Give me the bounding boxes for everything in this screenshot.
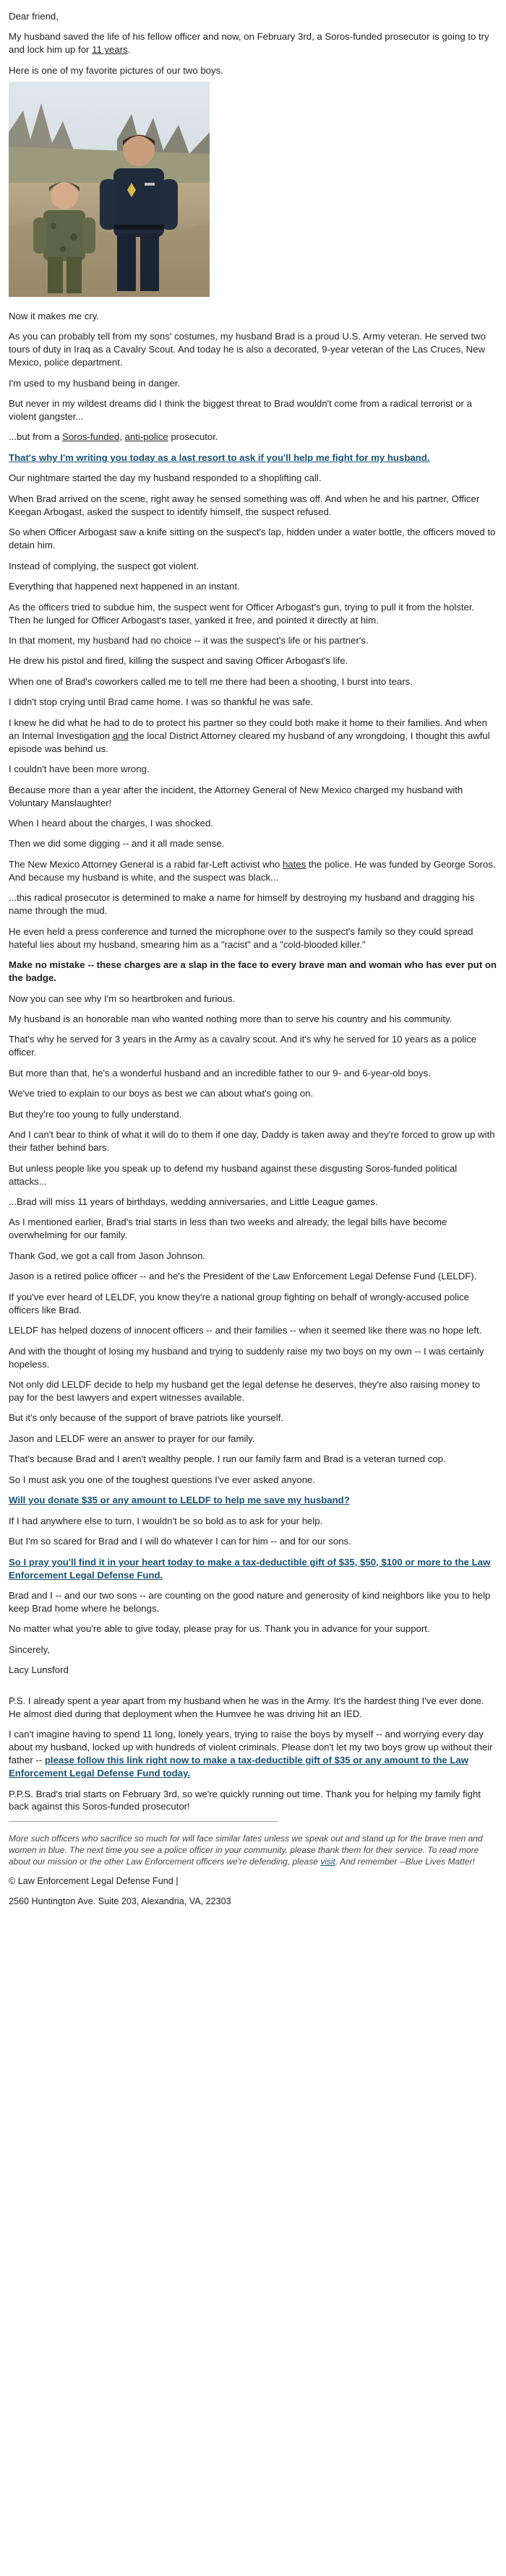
- paragraph-instant: Everything that happened next happened in an instant.: [9, 581, 240, 592]
- paragraph-soros: ...but from a Soros-funded, anti-police prosecutor.: [9, 431, 218, 443]
- paragraph-radical: ...this radical prosecutor is determined to make a name for himself by destroying my husband and dragging his name through the mud.: [9, 892, 475, 917]
- paragraph-crying: I didn't stop crying until Brad came home. I was so thankful he was safe.: [9, 696, 314, 708]
- paragraph-knew: I knew he did what he had to do to protect his partner so they could both make it home to their families. And when an Internal Investigation and the local District Attorney cleared my husband of any wrongdoing, I thought this awful episode was behind us.: [9, 717, 490, 754]
- paragraph-unless: But unless people like you speak up to defend my husband against these disgusting Soros-funded political attacks...: [9, 1162, 458, 1187]
- signature: Lacy Lunsford: [9, 1664, 69, 1676]
- paragraph-served: That's why he served for 3 years in the Army as a cavalry scout. And it's why he served for 10 years as a police officer.: [9, 1034, 477, 1058]
- paragraph-trial: As I mentioned earlier, Brad's trial starts in less than two weeks and already, the legal bills have become overwhelming for our family.: [9, 1216, 447, 1241]
- paragraph-miss: ...Brad will miss 11 years of birthdays, wedding anniversaries, and Little League games.: [9, 1196, 378, 1208]
- paragraph-toughest: So I must ask you one of the toughest questions I've ever asked anyone.: [9, 1474, 316, 1485]
- cta-ps-donate-link[interactable]: please follow this link right now to make a tax-deductible gift of $35 or any amount to the Law Enforcement Legal Defense Fund today.: [9, 1755, 469, 1779]
- paragraph-nightmare: Our nightmare started the day my husband responded to a shoplifting call.: [9, 472, 322, 484]
- paragraph-wealthy: That's because Brad and I aren't wealthy people. I run our family farm and Brad is a veteran turned cop.: [9, 1453, 446, 1465]
- paragraph-ag: The New Mexico Attorney General is a rabid far-Left activist who hates the police. He was funded by George Soros. And because my husband is white, and the suspect was black...: [9, 858, 496, 883]
- footer-address: 2560 Huntington Ave. Suite 203, Alexandria, VA, 22303: [9, 1896, 231, 1907]
- paragraph-costumes: As you can probably tell from my sons' costumes, my husband Brad is a proud U.S. Army veteran. He served two tours of duty in Iraq as a Cavalry Scout. And today he is also a decorated, 9-year veteran of the Las Cruces, New Mexico, police department.: [9, 331, 486, 368]
- cta-fight-link[interactable]: That's why I'm writing you today as a last resort to ask if you'll help me fight for my husband.: [9, 451, 430, 463]
- paragraph-father: But more than that, he's a wonderful husband and an incredible father to our 9- and 6-year-old boys.: [9, 1067, 431, 1079]
- paragraph-thank-god: Thank God, we got a call from Jason Johnson.: [9, 1250, 205, 1261]
- paragraph-arrived: When Brad arrived on the scene, right away he sensed something was off. And when he and his partner, Officer Keegan Arbogast, asked the suspect to identify himself, the suspect refused.: [9, 493, 480, 517]
- paragraph-anywhere: If I had anywhere else to turn, I wouldn't be so bold as to ask for your help.: [9, 1515, 323, 1526]
- anti-police-link[interactable]: anti-police: [124, 431, 168, 443]
- paragraph-wrong: I couldn't have been more wrong.: [9, 764, 150, 775]
- paragraph-drew: He drew his pistol and fired, killing the suspect and saving Officer Arbogast's life.: [9, 655, 348, 667]
- paragraph-cry: Now it makes me cry.: [9, 310, 100, 321]
- paragraph-moment: In that moment, my husband had no choice -- it was the suspect's life or his partner's.: [9, 634, 369, 646]
- paragraph-charged: Because more than a year after the incident, the Attorney General of New Mexico charged my husband with Voluntary Manslaughter!: [9, 784, 463, 808]
- footer-note: More such officers who sacrifice so much for will face similar fates unless we speak out and stand up for the brave men and women in blue. The next time you see a police officer in your community, please thank them for their service. To read more about our mission or the other Law Enforcement officers we're defending, please visit. And remember --Blue Lives Matter!: [9, 1833, 483, 1867]
- paragraph-slap: Make no mistake -- these charges are a slap in the face to every brave man and woman who has ever put on the badge.: [9, 959, 497, 984]
- footer-copyright: © Law Enforcement Legal Defense Fund |: [9, 1876, 179, 1887]
- paragraph-young: But they're too young to fully understand.: [9, 1108, 182, 1120]
- paragraph-used-to: I'm used to my husband being in danger.: [9, 377, 181, 389]
- paragraph-coworkers: When one of Brad's coworkers called me to tell me there had been a shooting, I burst into tears.: [9, 675, 413, 687]
- paragraph-digging: Then we did some digging -- and it all made sense.: [9, 838, 225, 850]
- paragraph-press: He even held a press conference and turned the microphone over to the suspect's family so they could spread hateful lies about my husband, smearing him as a "racist" and a "cold-blooded killer.": [9, 925, 473, 950]
- postscript-pps: P.P.S. Brad's trial starts on February 3rd, so we're quickly running out time. Thank you for helping my family fight back against this Soros-funded prosecutor!: [9, 1788, 481, 1812]
- footer-visit-link[interactable]: visit: [320, 1856, 335, 1867]
- paragraph-thought: And with the thought of losing my husband and trying to suddenly raise my two boys on my own -- I was certainly hopeless.: [9, 1345, 484, 1370]
- paragraph-never: But never in my wildest dreams did I think the biggest threat to Brad wouldn't come from a radical terrorist or a violent gangster...: [9, 398, 472, 423]
- paragraph-explain: We've tried to explain to our boys as best we can about what's going on.: [9, 1088, 314, 1099]
- paragraph-knife: So when Officer Arbogast saw a knife sitting on the suspect's lap, hidden under a water bottle, the officers moved to detain him.: [9, 527, 496, 551]
- paragraph-instead: Instead of complying, the suspect got violent.: [9, 560, 200, 571]
- signoff: Sincerely,: [9, 1643, 50, 1655]
- paragraph-shocked: When I heard about the charges, I was shocked.: [9, 818, 213, 829]
- boys-photo-image: [9, 82, 210, 297]
- paragraph-taser: As the officers tried to subdue him, the suspect went for Officer Arbogast's gun, trying to pull it from the holster. Then he lunged for Officer Arbogast's taser, yanked it free, and pointed it directly at him.: [9, 601, 475, 626]
- cta-donate-35-link[interactable]: Will you donate $35 or any amount to LELDF to help me save my husband?: [9, 1495, 350, 1506]
- footer-divider: [9, 1821, 278, 1822]
- paragraph-jason: Jason is a retired police officer -- and he's the President of the Law Enforcement Legal Defense Fund (LELDF).: [9, 1271, 477, 1282]
- paragraph-helped: LELDF has helped dozens of innocent officers -- and their families -- when it seemed like there was no hope left.: [9, 1325, 482, 1336]
- paragraph-counting: Brad and I -- and our two sons -- are counting on the good nature and generosity of kind neighbors like you to help keep Brad home where he belongs.: [9, 1590, 491, 1614]
- boys-photo: [9, 82, 210, 297]
- soros-funded-link[interactable]: Soros-funded: [62, 431, 120, 443]
- paragraph-heard: If you've ever heard of LELDF, you know they're a national group fighting on behalf of wrongly-accused police officers like Brad.: [9, 1291, 469, 1315]
- paragraph-pray: No matter what you're able to give today, please pray for us. Thank you in advance for your support.: [9, 1623, 430, 1635]
- postscript-2: I can't imagine having to spend 11 long, lonely years, trying to raise the boys by myself -- and worrying every day about my husband, locked up with hundreds of violent criminals. Please don't let my two boys grow up without their father -- please follow this link right now to make a tax-deductible gift of $35 or any amount to the Law Enforcement Legal Defense Fund today.: [9, 1729, 493, 1779]
- paragraph-patriots: But it's only because of the support of brave patriots like yourself.: [9, 1412, 284, 1424]
- greeting: Dear friend,: [9, 11, 59, 22]
- paragraph-heartbroken: Now you can see why I'm so heartbroken and furious.: [9, 993, 236, 1004]
- cta-tax-deductible-gift-link[interactable]: So I pray you'll find it in your heart today to make a tax-deductible gift of $35, $50, $100 or more to the Law Enforcement Legal Defense Fund.: [9, 1556, 491, 1581]
- intro-paragraph: My husband saved the life of his fellow officer and now, on February 3rd, a Soros-funded prosecutor is going to try and lock him up for 11 years.: [9, 31, 489, 56]
- paragraph-prayer: Jason and LELDF were an answer to prayer for our family.: [9, 1432, 255, 1444]
- paragraph-scared: But I'm so scared for Brad and I will do whatever I can for him -- and for our sons.: [9, 1536, 351, 1547]
- paragraph-decide: Not only did LELDF decide to help my husband get the legal defense he deserves, they're also raising money to pay for the best lawyers and expert witnesses available.: [9, 1379, 481, 1403]
- paragraph-bear: And I can't bear to think of what it will do to them if one day, Daddy is taken away and they're forced to grow up with their father behind bars.: [9, 1129, 495, 1154]
- postscript: P.S. I already spent a year apart from my husband when he was in the Army. It's the hardest thing I've ever done. He almost died during that deployment when the Humvee he was driving hit an IED.: [9, 1695, 484, 1719]
- paragraph-honorable: My husband is an honorable man who wanted nothing more than to serve his country and his community.: [9, 1013, 453, 1024]
- photo-intro: Here is one of my favorite pictures of our two boys.: [9, 64, 223, 76]
